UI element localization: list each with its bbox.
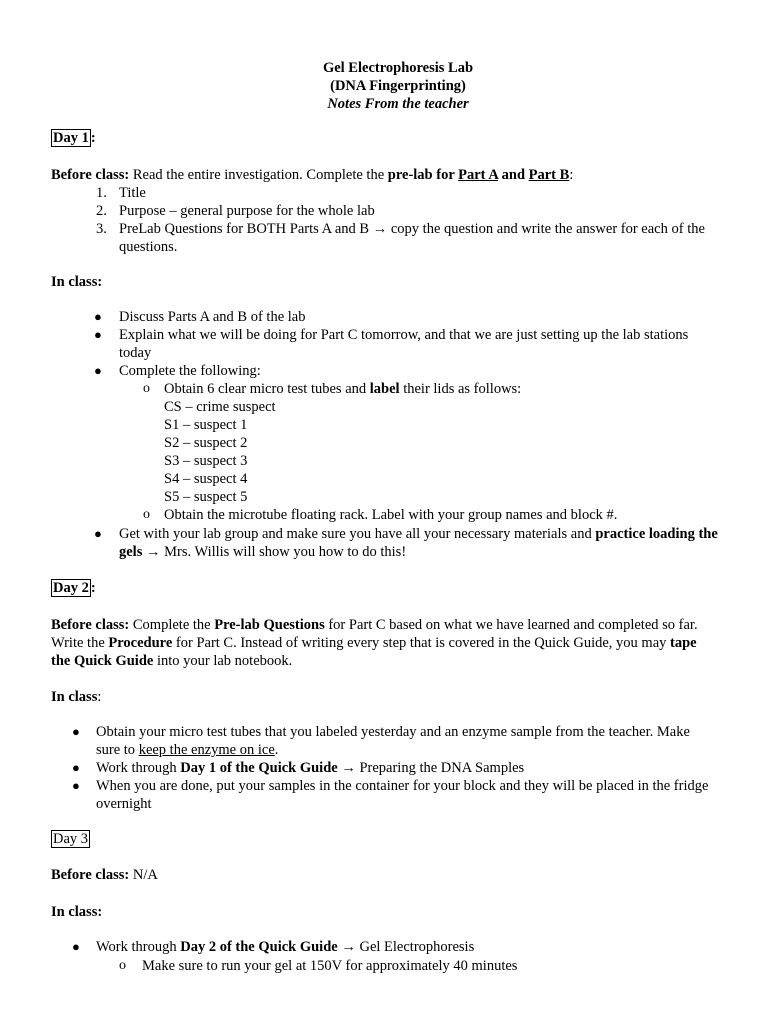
- list-item: Work through Day 1 of the Quick Guide → Preparing the DNA Samples: [96, 760, 525, 776]
- bullet-icon: ●: [72, 724, 80, 739]
- list-item-continuation: questions.: [119, 239, 178, 255]
- bullet-icon: ●: [94, 363, 102, 378]
- day2-before-class-line2: Write the Procedure for Part C. Instead of writing every step that is covered in the Quick Guide, you may tape: [51, 635, 697, 651]
- list-item: When you are done, put your samples in the container for your block and they will be placed in the fridge: [96, 778, 709, 794]
- bullet-icon: ●: [72, 939, 80, 954]
- list-item: Obtain your micro test tubes that you labeled yesterday and an enzyme sample from the teacher. Make: [96, 724, 690, 740]
- teacher-note-heading: Notes From the teacher: [327, 96, 469, 112]
- list-number: 2.: [96, 203, 107, 219]
- tube-label-item: S1 – suspect 1: [164, 417, 248, 433]
- tube-label-item: S3 – suspect 3: [164, 453, 248, 469]
- tube-label-item: CS – crime suspect: [164, 399, 276, 415]
- day2-heading: Day 2 :: [53, 580, 96, 596]
- day3-before-class: Before class: N/A: [51, 867, 158, 883]
- day1-heading: Day 1 :: [53, 130, 96, 146]
- sub-bullet-icon: o: [143, 507, 150, 522]
- day2-before-class: Before class: Complete the Pre-lab Questions for Part C based on what we have learned and completed so far.: [51, 617, 698, 633]
- list-item-continuation: gels → Mrs. Willis will show you how to do this!: [119, 544, 407, 560]
- day2-before-class-line3: the Quick Guide into your lab notebook.: [51, 653, 293, 669]
- tube-label-item: S5 – suspect 5: [164, 489, 248, 505]
- bullet-icon: ●: [72, 778, 80, 793]
- list-item: Work through Day 2 of the Quick Guide → Gel Electrophoresis: [96, 939, 475, 955]
- list-item: Complete the following:: [119, 363, 261, 379]
- list-item: Explain what we will be doing for Part C tomorrow, and that we are just setting up the lab stations: [119, 327, 689, 343]
- day3-heading: Day 3: [53, 831, 89, 847]
- bullet-icon: ●: [72, 760, 80, 775]
- list-item: Get with your lab group and make sure you have all your necessary materials and practice loading the: [119, 526, 718, 542]
- tube-label-item: S4 – suspect 4: [164, 471, 248, 487]
- day1-before-class: Before class: Read the entire investigation. Complete the pre-lab for Part A and Part B:: [51, 167, 574, 183]
- sub-list-item: Obtain the microtube floating rack. Label with your group names and block #.: [164, 507, 618, 523]
- tube-label-item: S2 – suspect 2: [164, 435, 248, 451]
- list-item-continuation: sure to keep the enzyme on ice.: [96, 742, 279, 758]
- list-number: 3.: [96, 221, 107, 237]
- list-item-continuation: today: [119, 345, 152, 361]
- day2-in-class-label: In class:: [51, 689, 102, 705]
- sub-list-item: Make sure to run your gel at 150V for approximately 40 minutes: [142, 958, 518, 974]
- day1-in-class-label: In class:: [51, 274, 103, 290]
- sub-bullet-icon: o: [119, 958, 126, 973]
- bullet-icon: ●: [94, 526, 102, 541]
- document-title: Gel Electrophoresis Lab: [322, 60, 474, 76]
- list-item: Discuss Parts A and B of the lab: [119, 309, 306, 325]
- sub-bullet-icon: o: [143, 381, 150, 396]
- day3-in-class-label: In class:: [51, 904, 103, 920]
- sub-list-item: Obtain 6 clear micro test tubes and label their lids as follows:: [164, 381, 522, 397]
- list-item: Title: [119, 185, 146, 201]
- list-item: Purpose – general purpose for the whole lab: [119, 203, 375, 219]
- list-item-continuation: overnight: [96, 796, 152, 812]
- bullet-icon: ●: [94, 327, 102, 342]
- list-item: PreLab Questions for BOTH Parts A and B → copy the question and write the answer for each of the: [119, 221, 705, 237]
- list-number: 1.: [96, 185, 107, 201]
- document-subtitle: (DNA Fingerprinting): [330, 78, 466, 94]
- bullet-icon: ●: [94, 309, 102, 324]
